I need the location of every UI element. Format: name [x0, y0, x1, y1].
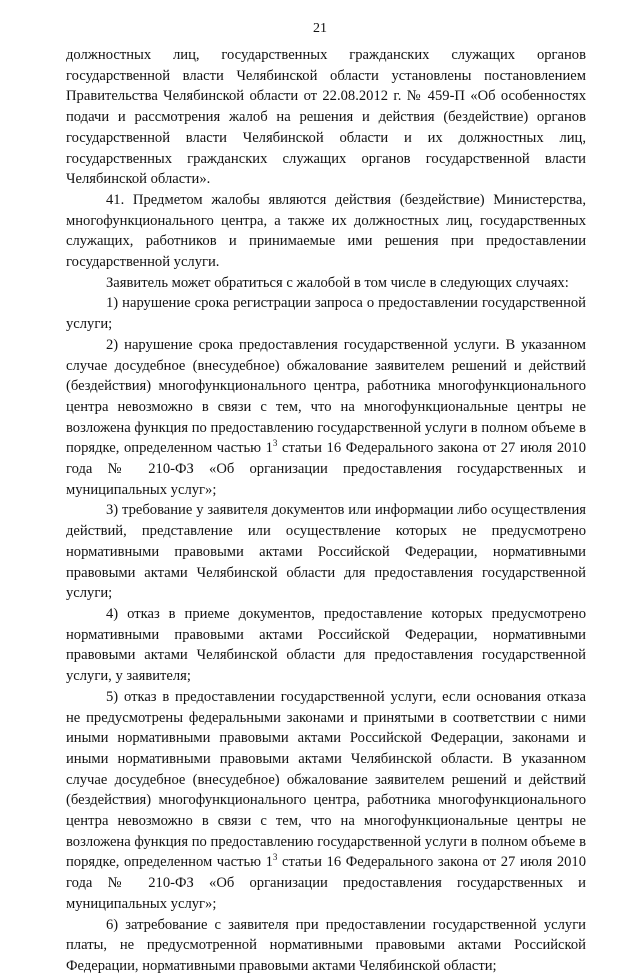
paragraph: [66, 604, 586, 687]
paragraph: [66, 500, 586, 604]
paragraph: [66, 45, 586, 190]
text-run: статьи 16 Федерального закона от 27 июля 2010 года № 210-ФЗ «Об организации предоставления государственных и муниципальных услуг»;: [66, 854, 587, 912]
text-run: 5) отказ в предоставлении государственной услуги, если основания отказа не предусмотрены федеральными законами и принятыми в соответствии с ними иными нормативными правовыми актами Российской Федерации, законами и иными нормативными правовыми актами Челябинской области. В указанном случае досудебное (внесудебное) обжалование заявителем решений и действий (бездействия) многофункционального центра, работника многофункционального центра невозможно в связи с тем, что на многофункциональные центры не возложена функция по предоставлению государственной услуги в полном объеме в порядке, определенном частью 1: [66, 688, 586, 871]
page-number: 21: [313, 21, 327, 36]
paragraph: [66, 915, 586, 977]
text-run: 3) требование у заявителя документов или информации либо осуществления действий, представление или осуществление которых не предусмотрено нормативными правовыми актами Российской Федерации, нормативными правовыми актами Челябинской области для предоставления государственной услуги;: [66, 502, 586, 602]
text-run: должностных лиц, государственных гражданских служащих органов государственной власти Челябинской области установлены постановлением Правительства Челябинской области от 22.08.2012 г. № 459-П «Об особенностях подачи и рассмотрения жалоб на решения и действия (бездействие) органов государственной власти Челябинской области и их должностных лиц, государственных гражданских служащих органов государственной власти Челябинской области».: [66, 47, 586, 188]
superscript: 3: [272, 438, 278, 449]
paragraph: [66, 335, 586, 501]
text-run: 2) нарушение срока предоставления государственной услуги. В указанном случае досудебное (внесудебное) обжалование заявителем решений и действий (бездействия) многофункционального центра, работника многофункционального центра невозможно в связи с тем, что на многофункциональные центры не возложена функция по предоставлению государственной услуги в полном объеме в порядке, определенном частью 1: [66, 336, 586, 457]
text-run: 6) затребование с заявителя при предоставлении государственной услуги платы, не предусмотренной нормативными правовыми актами Российской Федерации, нормативными правовыми актами Челябинской области;: [66, 916, 586, 974]
text-run: Заявитель может обратиться с жалобой в том числе в следующих случаях:: [106, 274, 569, 291]
paragraph: [66, 687, 586, 915]
text-run: 1) нарушение срока регистрации запроса о предоставлении государственной услуги;: [66, 295, 586, 333]
text-run: 4) отказ в приеме документов, предоставление которых предусмотрено нормативными правовыми актами Российской Федерации, нормативными правовыми актами Челябинской области для предоставления государственной услуги, у заявителя;: [66, 605, 586, 685]
paragraph: [66, 293, 586, 334]
superscript: 3: [272, 852, 278, 863]
document-body: [66, 45, 586, 977]
text-run: статьи 16 Федерального закона от 27 июля 2010 года № 210-ФЗ «Об организации предоставления государственных и муниципальных услуг»;: [66, 440, 587, 498]
text-run: 41. Предметом жалобы являются действия (бездействие) Министерства, многофункционального центра, а также их должностных лиц, государственных служащих, работников и принимаемые ими решения при предоставлении государственной услуги.: [66, 191, 586, 271]
paragraph: [66, 190, 586, 273]
paragraph: [66, 273, 586, 294]
